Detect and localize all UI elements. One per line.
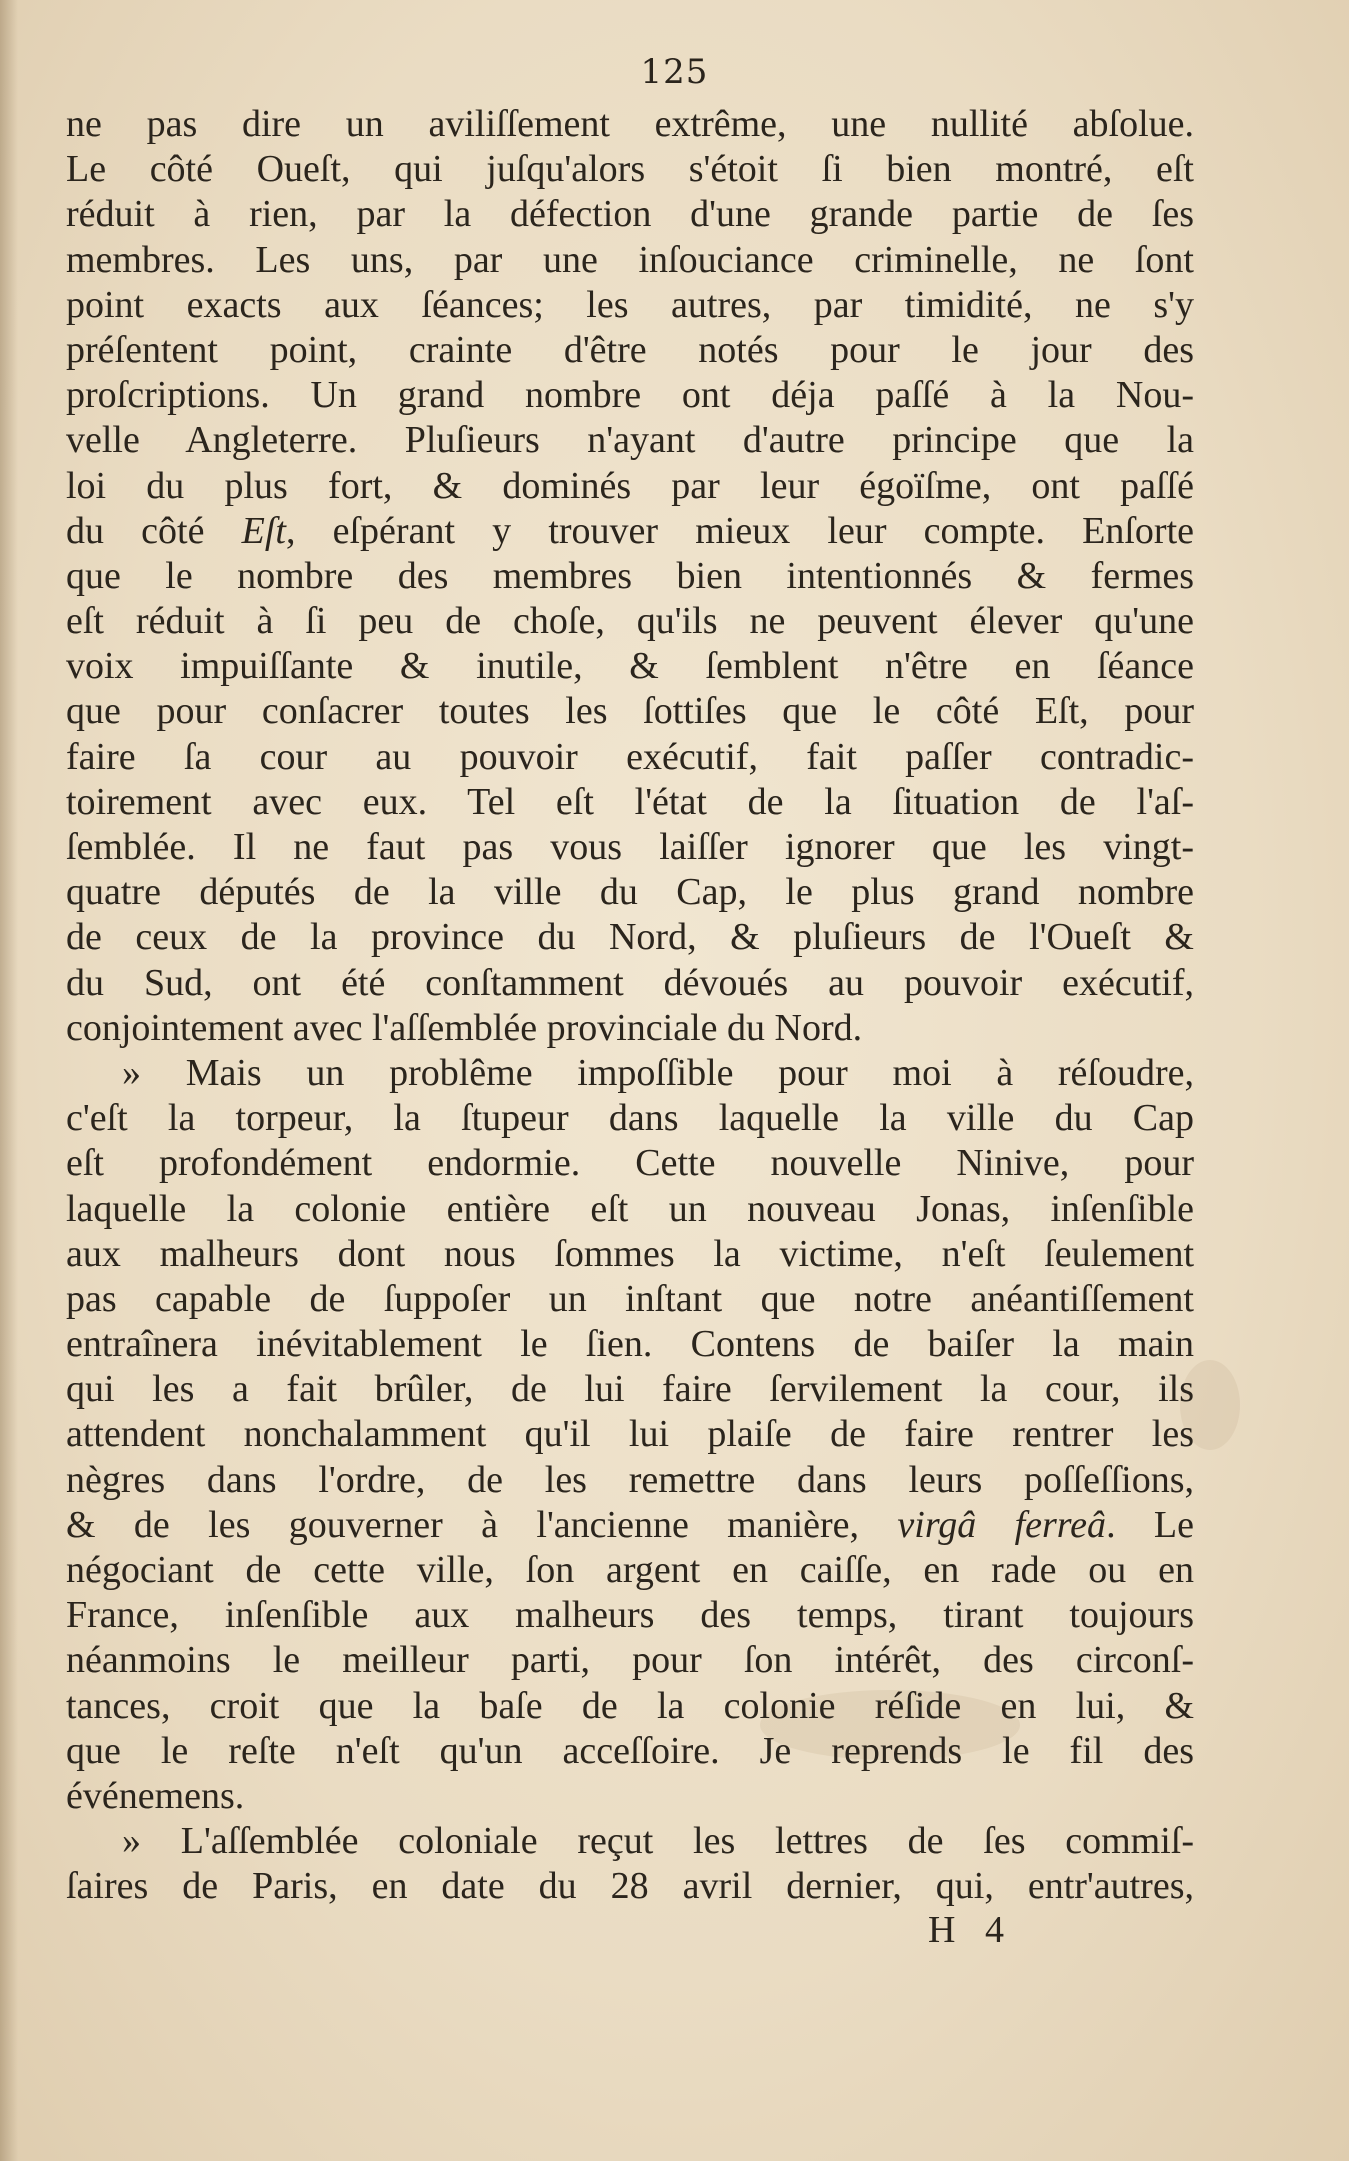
text-line: proſcriptions. Un grand nombre ont déja paſſé à la Nou- (66, 374, 1194, 417)
text-line: eſt profondément endormie. Cette nouvelle Ninive, pour (66, 1142, 1194, 1185)
signature-mark: H 4 (928, 1909, 1014, 1951)
text-line: événemens. (66, 1774, 245, 1817)
text-line: du Sud, ont été conſtamment dévoués au pouvoir exécutif, (66, 961, 1194, 1004)
text-line: voix impuiſſante & inutile, & ſemblent n'être en ſéance (66, 645, 1194, 688)
text-line: que le nombre des membres bien intentionnés & fermes (66, 554, 1194, 597)
text-line: c'eſt la torpeur, la ſtupeur dans laquelle la ville du Cap (66, 1097, 1194, 1140)
text-line: qui les a fait brûler, de lui faire ſervilement la cour, ils (66, 1368, 1194, 1411)
text-line: » L'aſſemblée coloniale reçut les lettres de ſes commiſ- (122, 1820, 1194, 1863)
text-line: conjointement avec l'aſſemblée provinciale du Nord. (66, 1006, 863, 1049)
page-gutter-shadow (0, 0, 18, 2161)
text-line: faire ſa cour au pouvoir exécutif, fait paſſer contradic- (66, 735, 1194, 778)
text-line: quatre députés de la ville du Cap, le plus grand nombre (66, 871, 1194, 914)
text-line: membres. Les uns, par une inſouciance criminelle, ne ſont (66, 238, 1194, 281)
text-line: de ceux de la province du Nord, & pluſieurs de l'Oueſt & (66, 916, 1194, 959)
text-line: attendent nonchalamment qu'il lui plaiſe de faire rentrer les (66, 1413, 1194, 1456)
text-line: réduit à rien, par la défection d'une grande partie de ſes (66, 193, 1194, 236)
text-line: ſemblée. Il ne faut pas vous laiſſer ignorer que les vingt- (66, 826, 1194, 868)
text-line: pas capable de ſuppoſer un inſtant que notre anéantiſſement (66, 1277, 1194, 1320)
text-line: aux malheurs dont nous ſommes la victime, n'eſt ſeulement (66, 1232, 1194, 1275)
text-line: laquelle la colonie entière eſt un nouveau Jonas, inſenſible (66, 1187, 1194, 1230)
text-line: velle Angleterre. Pluſieurs n'ayant d'autre principe que la (66, 419, 1194, 462)
text-line: ne pas dire un aviliſſement extrême, une nullité abſolue. (66, 103, 1194, 145)
text-line: toirement avec eux. Tel eſt l'état de la ſituation de l'aſ- (66, 780, 1194, 823)
text-line: point exacts aux ſéances; les autres, par timidité, ne s'y (66, 283, 1194, 326)
text-line: loi du plus fort, & dominés par leur égoïſme, ont paſſé (66, 464, 1194, 507)
text-line: nègres dans l'ordre, de les remettre dans leurs poſſeſſions, (66, 1458, 1194, 1501)
body-text (66, 102, 1194, 1910)
text-line: tances, croit que la baſe de la colonie réſide en lui, & (66, 1684, 1194, 1727)
text-line: entraînera inévitablement le ſien. Contens de baiſer la main (66, 1323, 1194, 1366)
text-line: préſentent point, crainte d'être notés pour le jour des (66, 328, 1194, 371)
text-line: eſt réduit à ſi peu de choſe, qu'ils ne peuvent élever qu'une (66, 600, 1194, 643)
text-line: que pour conſacrer toutes les ſottiſes que le côté Eſt, pour (66, 690, 1194, 733)
text-line: Le côté Oueſt, qui juſqu'alors s'étoit ſi bien montré, eſt (66, 148, 1194, 191)
text-line: & de les gouverner à l'ancienne manière, virgâ ferreâ. Le (66, 1503, 1195, 1546)
text-line: négociant de cette ville, ſon argent en caiſſe, en rade ou en (66, 1549, 1194, 1591)
text-line: néanmoins le meilleur parti, pour ſon intérêt, des circonſ- (66, 1639, 1194, 1682)
page-number: 125 (640, 52, 709, 92)
text-line: du côté Eſt, eſpérant y trouver mieux leur compte. Enſorte (66, 509, 1195, 552)
text-line: que le reſte n'eſt qu'un acceſſoire. Je reprends le fil des (66, 1729, 1194, 1772)
text-line: » Mais un problême impoſſible pour moi à réſoudre, (122, 1051, 1194, 1094)
text-line: ſaires de Paris, en date du 28 avril dernier, qui, entr'autres, (66, 1865, 1194, 1908)
text-line: France, inſenſible aux malheurs des temps, tirant toujours (66, 1594, 1194, 1637)
